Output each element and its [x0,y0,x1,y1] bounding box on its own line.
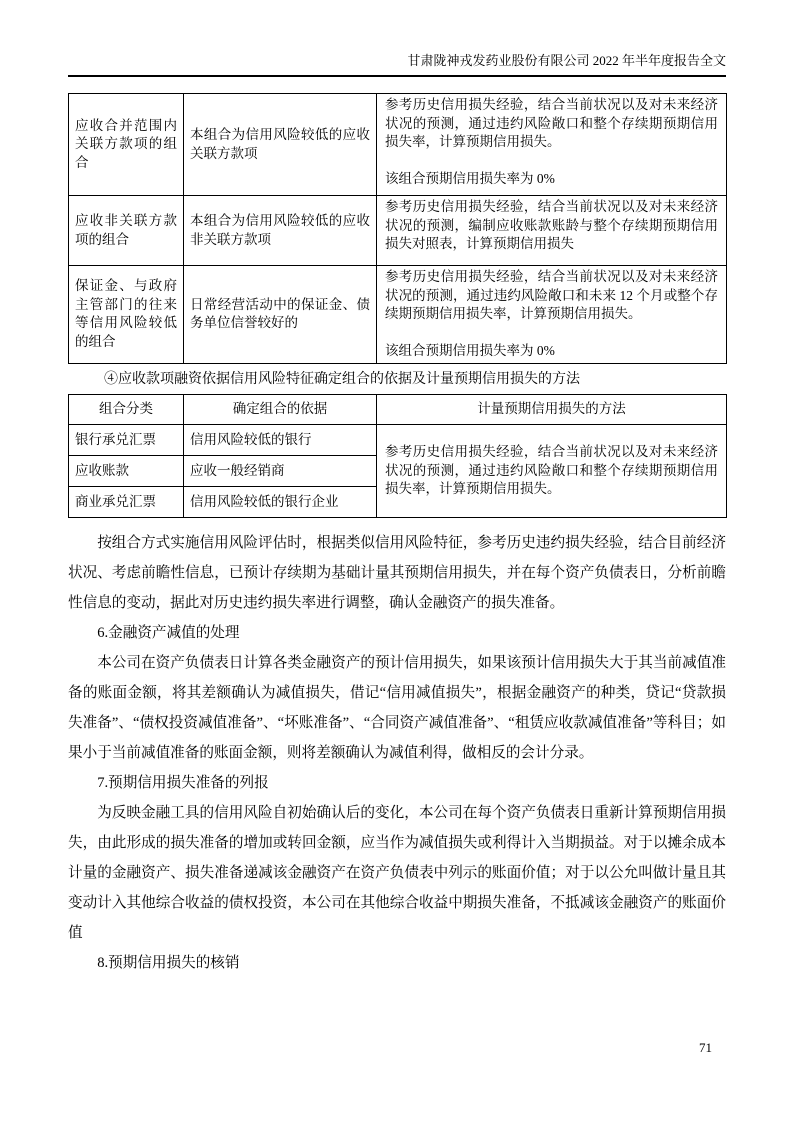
header-title: 甘肃陇神戎发药业股份有限公司 2022 年半年度报告全文 [407,53,726,68]
portfolio-basis-cell: 本组合为信用风险较低的应收非关联方款项 [184,196,377,266]
section-heading: 6.金融资产减值的处理 [97,624,240,641]
merged-method-cell: 参考历史信用损失经验，结合当前状况以及对未来经济状况的预测，通过违约风险敞口和整个存续期预期信用损失率，计算预期信用损失。 [377,424,727,517]
receivables-financing-table [68,394,727,518]
loss-rate-note: 该组合预期信用损失率为 0% [385,171,555,187]
section-heading: 7.预期信用损失准备的列报 [97,774,269,791]
page-header [68,0,726,77]
section-heading: 8.预期信用损失的核销 [97,954,240,971]
body-text [68,528,726,978]
section-caption: ④应收款项融资依据信用风险特征确定组合的依据及计量预期信用损失的方法 [104,371,580,387]
table-row [69,266,727,364]
measurement-method-cell [377,196,727,266]
table-row [69,424,727,455]
page-number: 71 [699,1040,712,1055]
portfolio-type-cell: 应收账款 [69,455,184,486]
page-content [68,93,726,978]
method-paragraph: 参考历史信用损失经验，结合当前状况以及对未来经济状况的预测，编制应收账款账龄与整个存续期预期信用损失对照表，计算预期信用损失 [385,199,718,252]
measurement-method-cell [377,266,727,364]
paragraph: 为反映金融工具的信用风险自初始确认后的变化，本公司在每个资产负债表日重新计算预期信用损失，由此形成的损失准备的增加或转回金额，应当作为减值损失或利得计入当期损益。对于以摊余成本计量的金融资产、损失准备递减该金融资产在资产负债表中列示的账面价值；对于以公允叫做计量且其变动计入其他综合收益的债权投资，本公司在其他综合收益中期损失准备，不抵减该金融资产的账面价值 [68,804,726,941]
measurement-method-cell [377,94,727,196]
table-row [69,94,727,196]
column-header: 组合分类 [69,394,184,424]
portfolio-name-cell: 应收非关联方款项的组合 [69,196,184,266]
portfolio-basis-cell: 信用风险较低的银行 [184,424,377,455]
table-row [69,196,727,266]
credit-loss-portfolio-table [68,93,727,364]
loss-rate-note: 该组合预期信用损失率为 0% [385,343,555,359]
portfolio-type-cell: 商业承兑汇票 [69,486,184,517]
portfolio-type-cell: 银行承兑汇票 [69,424,184,455]
portfolio-basis-cell: 本组合为信用风险较低的应收关联方款项 [184,94,377,196]
portfolio-name-cell: 应收合并范围内关联方款项的组合 [69,94,184,196]
portfolio-basis-cell: 应收一般经销商 [184,455,377,486]
paragraph: 本公司在资产负债表日计算各类金融资产的预计信用损失，如果该预计信用损失大于其当前减值准备的账面金额，将其差额确认为减值损失，借记“信用减值损失”，根据金融资产的种类，贷记“贷款损失准备”、“债权投资减值准备”、“坏账准备”、“合同资产减值准备”、“租赁应收款减值准备”等科目；如果小于当前减值准备的账面金额，则将差额确认为减值利得，做相反的会计分录。 [68,654,726,761]
portfolio-basis-cell: 日常经营活动中的保证金、债务单位信誉较好的 [184,266,377,364]
column-header: 计量预期信用损失的方法 [377,394,727,424]
portfolio-name-cell: 保证金、与政府主管部门的往来等信用风险较低的组合 [69,266,184,364]
method-paragraph: 参考历史信用损失经验，结合当前状况以及对未来经济状况的预测，通过违约风险敞口和未来 12 个月或整个存续期预期信用损失率，计算预期信用损失。 [385,269,718,322]
table-header-row [69,394,727,424]
portfolio-basis-cell: 信用风险较低的银行企业 [184,486,377,517]
column-header: 确定组合的依据 [184,394,377,424]
method-paragraph: 参考历史信用损失经验，结合当前状况以及对未来经济状况的预测，通过违约风险敞口和整个存续期预期信用损失率，计算预期信用损失。 [385,97,718,150]
paragraph: 按组合方式实施信用风险评估时，根据类似信用风险特征，参考历史违约损失经验，结合目前经济状况、考虑前瞻性信息，已预计存续期为基础计量其预期信用损失，并在每个资产负债表日，分析前瞻性信息的变动，据此对历史违约损失率进行调整，确认金融资产的损失准备。 [68,534,726,611]
